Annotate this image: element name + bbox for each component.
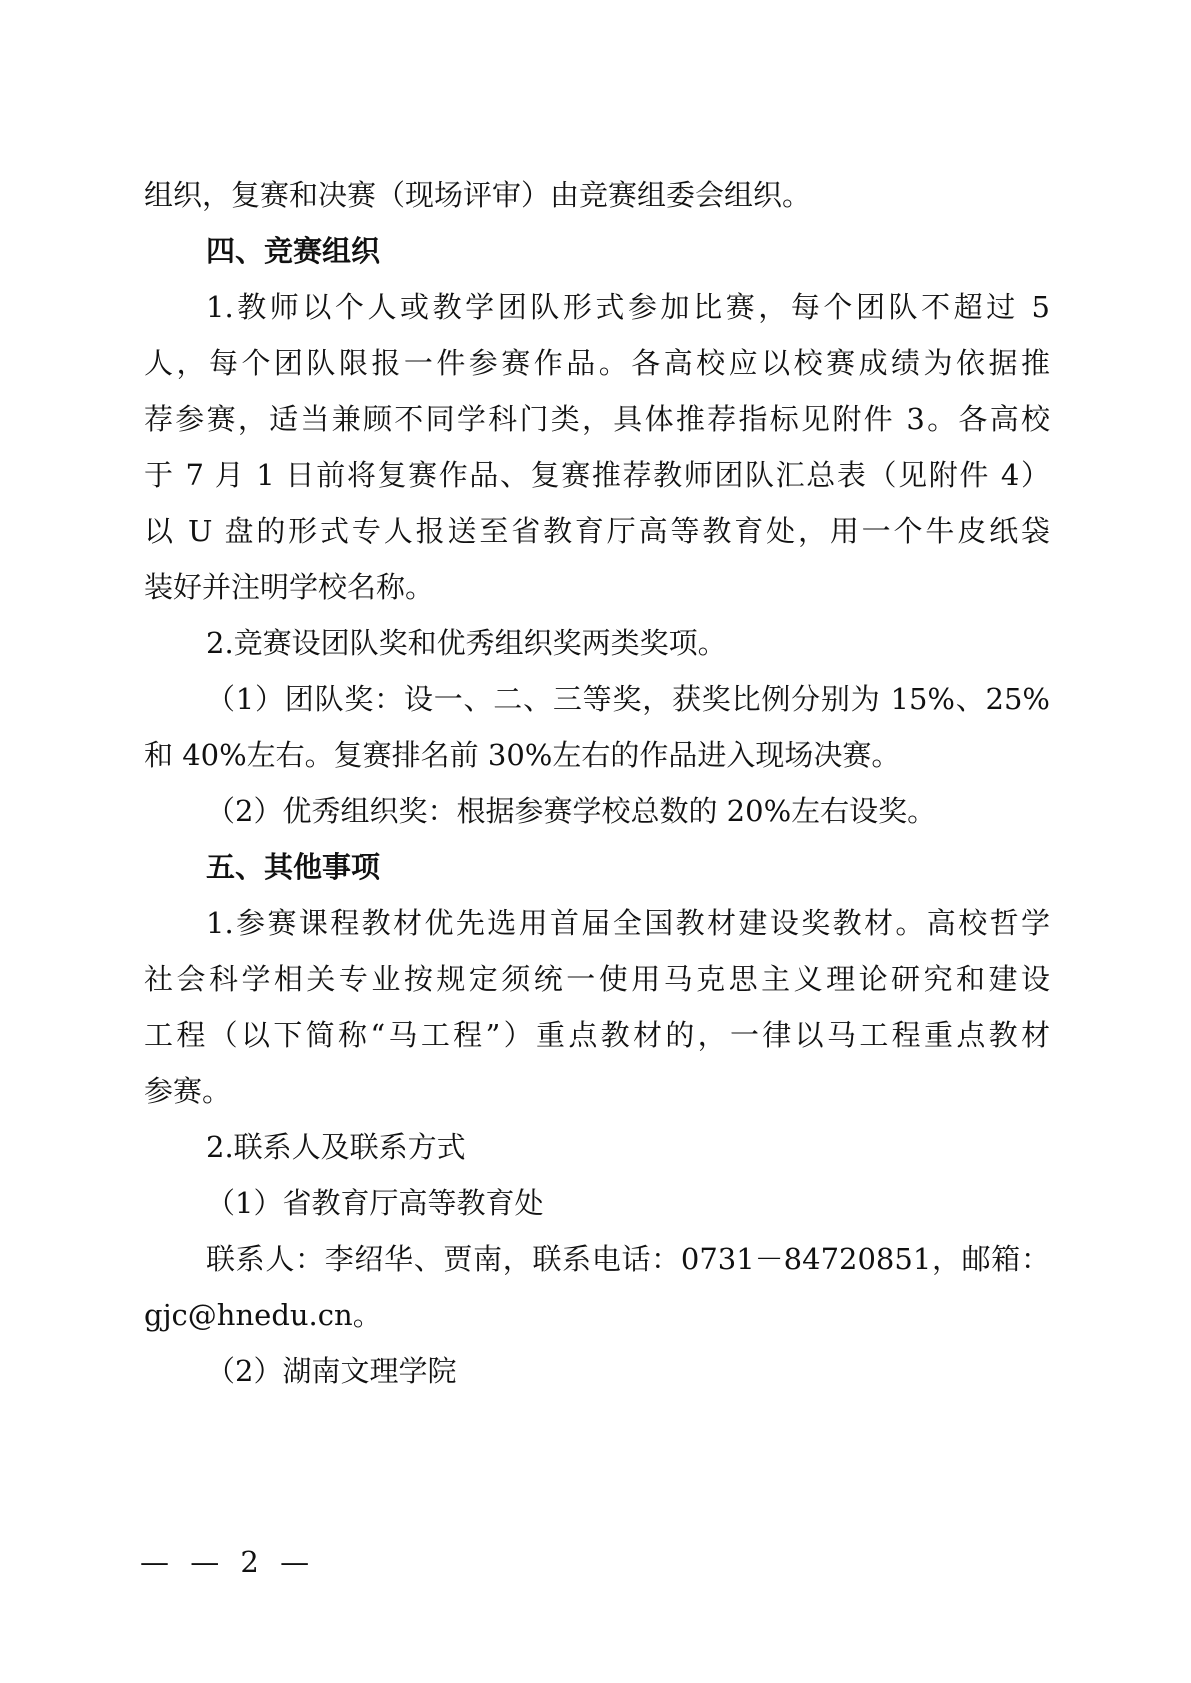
section-heading-4: 四、竞赛组织 <box>206 234 381 268</box>
paragraph-line: 1.教师以个人或教学团队形式参加比赛，每个团队不超过 5 <box>206 290 1050 324</box>
paragraph-line: 和 40%左右。复赛排名前 30%左右的作品进入现场决赛。 <box>144 738 901 772</box>
paragraph-line: 以 U 盘的形式专人报送至省教育厅高等教育处，用一个牛皮纸袋 <box>144 514 1050 548</box>
paragraph-line: （1）省教育厅高等教育处 <box>206 1186 544 1220</box>
paragraph-line: 于 7 月 1 日前将复赛作品、复赛推荐教师团队汇总表（见附件 4） <box>144 458 1050 492</box>
paragraph-line: 人，每个团队限报一件参赛作品。各高校应以校赛成绩为依据推 <box>144 346 1050 380</box>
paragraph-line: 社会科学相关专业按规定须统一使用马克思主义理论研究和建设 <box>144 962 1050 996</box>
paragraph-line: gjc@hnedu.cn。 <box>144 1298 382 1332</box>
page-number: — — 2 — <box>140 1545 316 1579</box>
paragraph-line: 参赛。 <box>144 1074 232 1108</box>
paragraph-line: 装好并注明学校名称。 <box>144 570 435 604</box>
paragraph-line: （2）湖南文理学院 <box>206 1354 457 1388</box>
paragraph-line: 1.参赛课程教材优先选用首届全国教材建设奖教材。高校哲学 <box>206 906 1050 940</box>
paragraph-line: 联系人：李绍华、贾南，联系电话：0731－84720851，邮箱： <box>206 1242 1050 1276</box>
section-heading-5: 五、其他事项 <box>206 850 381 884</box>
paragraph-line: 2.竞赛设团队奖和优秀组织奖两类奖项。 <box>206 626 727 660</box>
paragraph-line: 2.联系人及联系方式 <box>206 1130 466 1164</box>
paragraph-line: （1）团队奖：设一、二、三等奖，获奖比例分别为 15%、25% <box>206 682 1050 716</box>
paragraph-line: （2）优秀组织奖：根据参赛学校总数的 20%左右设奖。 <box>206 794 937 828</box>
paragraph-line: 工程（以下简称“马工程”）重点教材的，一律以马工程重点教材 <box>144 1018 1050 1052</box>
paragraph-line: 荐参赛，适当兼顾不同学科门类，具体推荐指标见附件 3。各高校 <box>144 402 1050 436</box>
paragraph-line: 组织，复赛和决赛（现场评审）由竞赛组委会组织。 <box>144 178 812 212</box>
